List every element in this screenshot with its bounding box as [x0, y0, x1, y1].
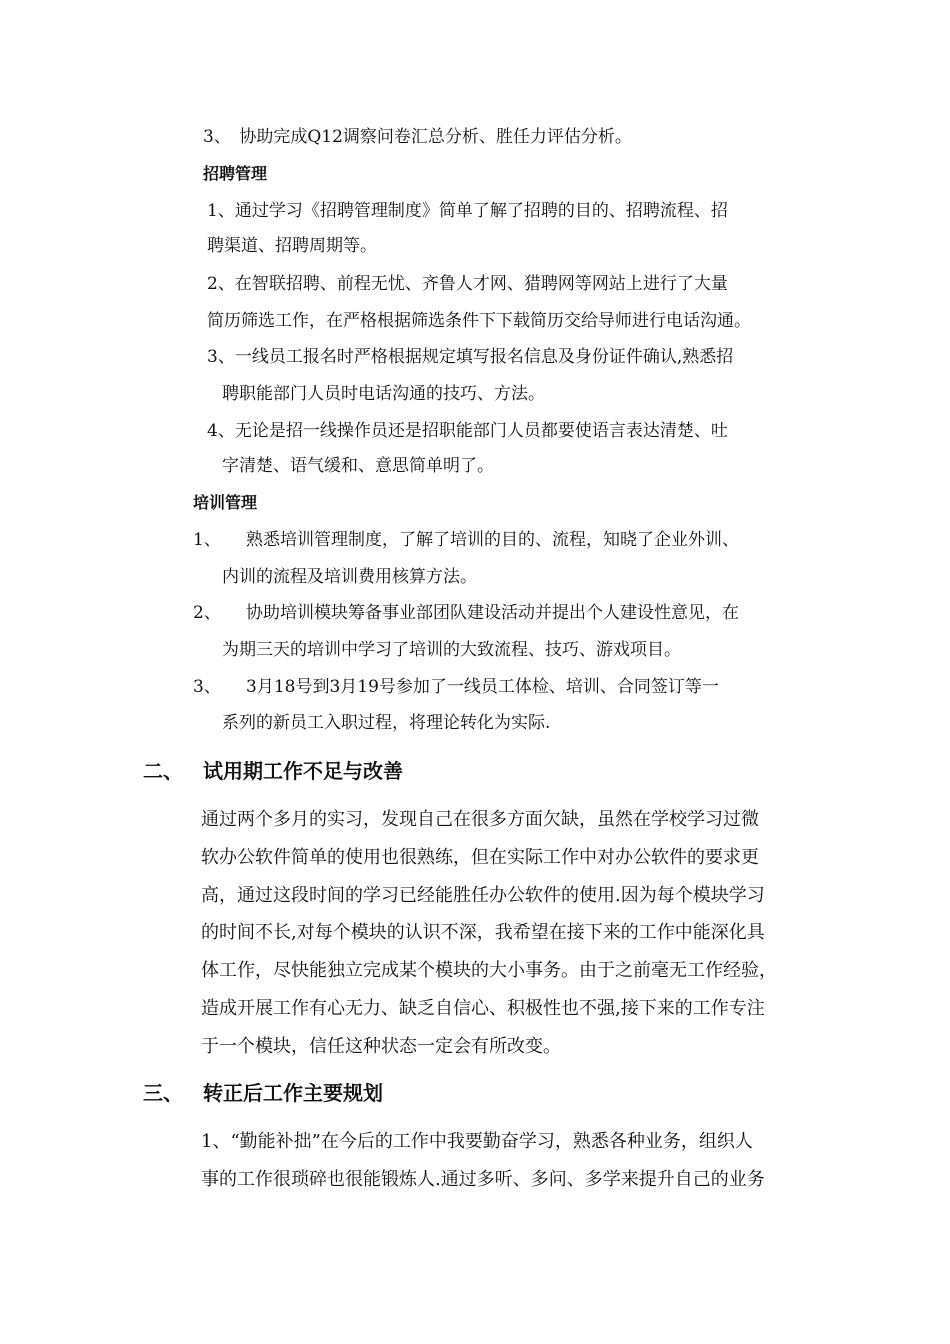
- item-3-text: 3、 协助完成Q12调察问卷汇总分析、胜任力评估分析。: [203, 127, 632, 147]
- training-item-1-line-2: 内训的流程及培训费用核算方法。: [222, 567, 477, 587]
- section-3-number: 三、: [143, 1081, 183, 1105]
- recruit-item-2-line-2: 简历筛选工作，在严格根据筛选条件下下载简历交给导师进行电话沟通。: [207, 311, 751, 331]
- recruit-item-3-line-2: 聘职能部门人员时电话沟通的技巧、方法。: [222, 384, 545, 404]
- recruit-item-2-line-1: 2、在智联招聘、前程无忧、齐鲁人才网、猎聘网等网站上进行了大量: [207, 274, 728, 294]
- training-item-3-line-1: 3月18号到3月19号参加了一线员工体检、培训、合同签订等一: [246, 677, 719, 697]
- section-2-line-7: 于一个模块，信任这种状态一定会有所改变。: [201, 1036, 561, 1057]
- training-item-3-line-2: 系列的新员工入职过程，将理论转化为实际.: [222, 713, 551, 733]
- section-3-line-1: 1、“勤能补拙”在今后的工作中我要勤奋学习，熟悉各种业务，组织人: [201, 1131, 753, 1152]
- training-item-2-line-1: 协助培训模块筹备事业部团队建设活动并提出个人建设性意见，在: [246, 603, 739, 623]
- recruit-item-1-line-1: 1、通过学习《招聘管理制度》简单了解了招聘的目的、招聘流程、招: [207, 201, 728, 221]
- recruit-item-4-line-2: 字清楚、语气缓和、意思简单明了。: [222, 456, 494, 476]
- section-2-title: 试用期工作不足与改善: [203, 759, 403, 783]
- section-2-number: 二、: [143, 759, 183, 783]
- section-2-line-3: 高，通过这段时间的学习已经能胜任办公软件的使用.因为每个模块学习: [201, 885, 765, 906]
- section-3-line-2: 事的工作很琐碎也很能锻炼人.通过多听、多问、多学来提升自己的业务: [201, 1169, 765, 1190]
- training-item-1-number: 1、: [193, 530, 221, 550]
- section-2-line-1: 通过两个多月的实习，发现自己在很多方面欠缺，虽然在学校学习过微: [201, 809, 759, 830]
- training-item-3-number: 3、: [193, 677, 221, 697]
- training-item-2-number: 2、: [193, 603, 221, 623]
- section-3-title: 转正后工作主要规划: [203, 1081, 383, 1105]
- section-2-line-6: 造成开展工作有心无力、缺乏自信心、积极性也不强,接下来的工作专注: [201, 998, 765, 1019]
- recruit-item-1-line-2: 聘渠道、招聘周期等。: [207, 236, 377, 256]
- recruit-item-4-line-1: 4、无论是招一线操作员还是招职能部门人员都要使语言表达清楚、吐: [207, 421, 728, 441]
- training-item-2-line-2: 为期三天的培训中学习了培训的大致流程、技巧、游戏项目。: [222, 640, 681, 660]
- section-2-line-4: 的时间不长,对每个模块的认识不深，我希望在接下来的工作中能深化具: [201, 922, 765, 943]
- section-2-line-2: 软办公软件简单的使用也很熟练，但在实际工作中对办公软件的要求更: [201, 847, 759, 868]
- training-item-1-line-1: 熟悉培训管理制度，了解了培训的目的、流程，知晓了企业外训、: [246, 530, 739, 550]
- recruit-heading: 招聘管理: [203, 164, 268, 183]
- recruit-item-3-line-1: 3、一线员工报名时严格根据规定填写报名信息及身份证件确认,熟悉招: [207, 347, 734, 367]
- training-heading: 培训管理: [193, 493, 258, 512]
- section-2-line-5: 体工作，尽快能独立完成某个模块的大小事务。由于之前毫无工作经验，: [201, 960, 777, 981]
